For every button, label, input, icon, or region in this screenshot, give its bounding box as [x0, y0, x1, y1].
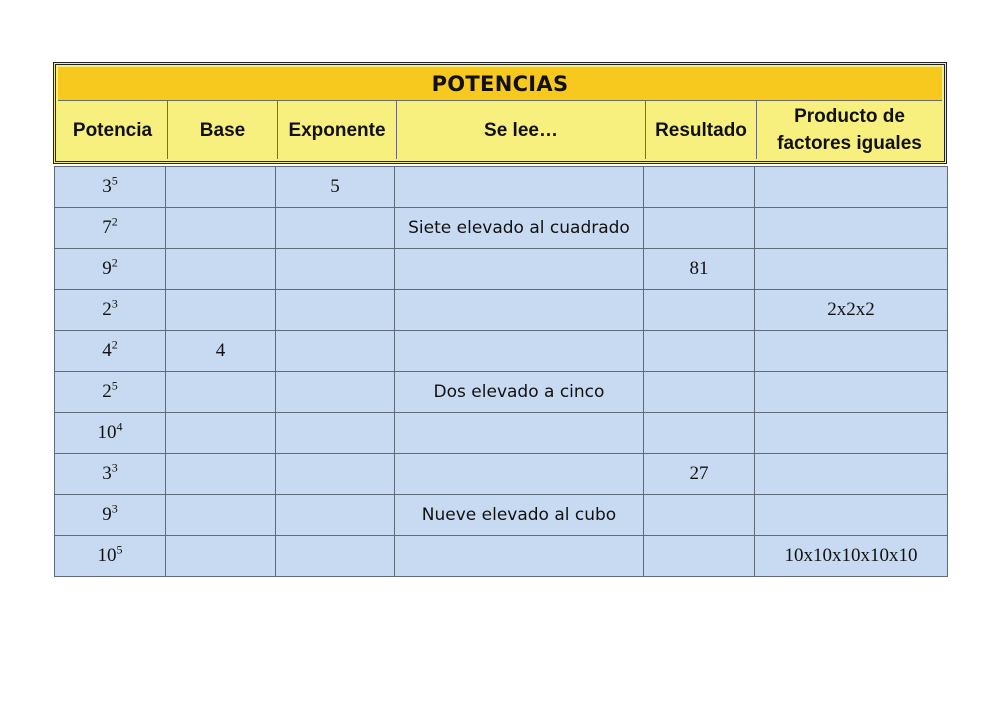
se-lee-cell[interactable]	[395, 454, 644, 495]
potencia-cell	[55, 495, 166, 536]
resultado-cell[interactable]: 27	[644, 454, 755, 495]
exponente-cell[interactable]	[276, 249, 395, 290]
potencia-exponent: 2	[111, 214, 118, 229]
se-lee-cell[interactable]: Dos elevado a cinco	[395, 372, 644, 413]
potencia-cell	[55, 454, 166, 495]
potencia-exponent: 3	[111, 296, 118, 311]
exponente-cell[interactable]	[276, 413, 395, 454]
base-cell[interactable]: 4	[166, 331, 276, 372]
base-cell[interactable]	[166, 208, 276, 249]
table-row	[55, 372, 948, 413]
potencia-base: 2	[102, 381, 112, 402]
potencia-base: 3	[102, 176, 112, 197]
table-row	[55, 331, 948, 372]
column-header-potencia: Potencia	[58, 101, 168, 159]
se-lee-cell[interactable]: Nueve elevado al cubo	[395, 495, 644, 536]
producto-cell[interactable]	[755, 331, 948, 372]
potencia-exponent: 5	[116, 542, 123, 557]
exponente-cell[interactable]	[276, 536, 395, 577]
exponente-cell[interactable]	[276, 331, 395, 372]
potencia-cell	[55, 331, 166, 372]
producto-cell[interactable]: 2x2x2	[755, 290, 948, 331]
potencia-cell	[55, 290, 166, 331]
se-lee-cell[interactable]	[395, 413, 644, 454]
base-cell[interactable]	[166, 495, 276, 536]
column-header-resultado: Resultado	[646, 101, 757, 159]
se-lee-cell[interactable]	[395, 331, 644, 372]
producto-cell[interactable]	[755, 249, 948, 290]
exponente-cell[interactable]: 5	[276, 167, 395, 208]
resultado-cell[interactable]	[644, 495, 755, 536]
exponente-cell[interactable]	[276, 290, 395, 331]
potencia-exponent: 4	[116, 419, 123, 434]
column-header-producto: Producto de factores iguales	[777, 106, 922, 154]
resultado-cell[interactable]	[644, 290, 755, 331]
column-header-se-lee: Se lee…	[397, 101, 646, 159]
potencia-exponent: 3	[111, 501, 118, 516]
column-header-base: Base	[168, 101, 278, 159]
base-cell[interactable]	[166, 249, 276, 290]
base-cell[interactable]	[166, 413, 276, 454]
potencia-exponent: 3	[111, 460, 118, 475]
resultado-cell[interactable]	[644, 167, 755, 208]
se-lee-cell[interactable]	[395, 290, 644, 331]
table-row	[55, 536, 948, 577]
exponente-cell[interactable]	[276, 495, 395, 536]
base-cell[interactable]	[166, 454, 276, 495]
potencia-exponent: 5	[111, 378, 118, 393]
table-row	[55, 249, 948, 290]
column-header-exponente: Exponente	[278, 101, 397, 159]
table-row	[55, 167, 948, 208]
resultado-cell[interactable]: 81	[644, 249, 755, 290]
potencia-exponent: 5	[111, 173, 118, 188]
powers-table	[54, 166, 948, 577]
potencia-base: 3	[102, 463, 112, 484]
potencia-cell	[55, 372, 166, 413]
base-cell[interactable]	[166, 290, 276, 331]
se-lee-cell[interactable]	[395, 167, 644, 208]
table-row	[55, 495, 948, 536]
resultado-cell[interactable]	[644, 331, 755, 372]
exponente-cell[interactable]	[276, 372, 395, 413]
table-header-frame	[53, 62, 947, 164]
resultado-cell[interactable]	[644, 208, 755, 249]
potencia-base: 2	[102, 299, 112, 320]
exponente-cell[interactable]	[276, 208, 395, 249]
potencia-base: 9	[102, 504, 112, 525]
se-lee-cell[interactable]	[395, 249, 644, 290]
table-title: POTENCIAS	[58, 67, 942, 101]
potencia-exponent: 2	[111, 337, 118, 352]
base-cell[interactable]	[166, 167, 276, 208]
exponente-cell[interactable]	[276, 454, 395, 495]
table-row	[55, 208, 948, 249]
potencia-cell	[55, 413, 166, 454]
potencia-base: 10	[97, 545, 117, 566]
se-lee-cell[interactable]: Siete elevado al cuadrado	[395, 208, 644, 249]
base-cell[interactable]	[166, 536, 276, 577]
potencia-cell	[55, 167, 166, 208]
resultado-cell[interactable]	[644, 372, 755, 413]
producto-cell[interactable]	[755, 454, 948, 495]
potencia-base: 9	[102, 258, 112, 279]
potencia-exponent: 2	[111, 255, 118, 270]
resultado-cell[interactable]	[644, 536, 755, 577]
potencia-cell	[55, 208, 166, 249]
potencia-base: 4	[102, 340, 112, 361]
potencia-base: 10	[97, 422, 117, 443]
potencia-cell	[55, 249, 166, 290]
producto-cell[interactable]	[755, 413, 948, 454]
producto-cell[interactable]	[755, 208, 948, 249]
table-row	[55, 413, 948, 454]
base-cell[interactable]	[166, 372, 276, 413]
potencia-cell	[55, 536, 166, 577]
producto-cell[interactable]: 10x10x10x10x10	[755, 536, 948, 577]
table-row	[55, 454, 948, 495]
table-row	[55, 290, 948, 331]
se-lee-cell[interactable]	[395, 536, 644, 577]
potencia-base: 7	[102, 217, 112, 238]
producto-cell[interactable]	[755, 372, 948, 413]
column-header-row	[58, 101, 942, 159]
producto-cell[interactable]	[755, 167, 948, 208]
resultado-cell[interactable]	[644, 413, 755, 454]
producto-cell[interactable]	[755, 495, 948, 536]
